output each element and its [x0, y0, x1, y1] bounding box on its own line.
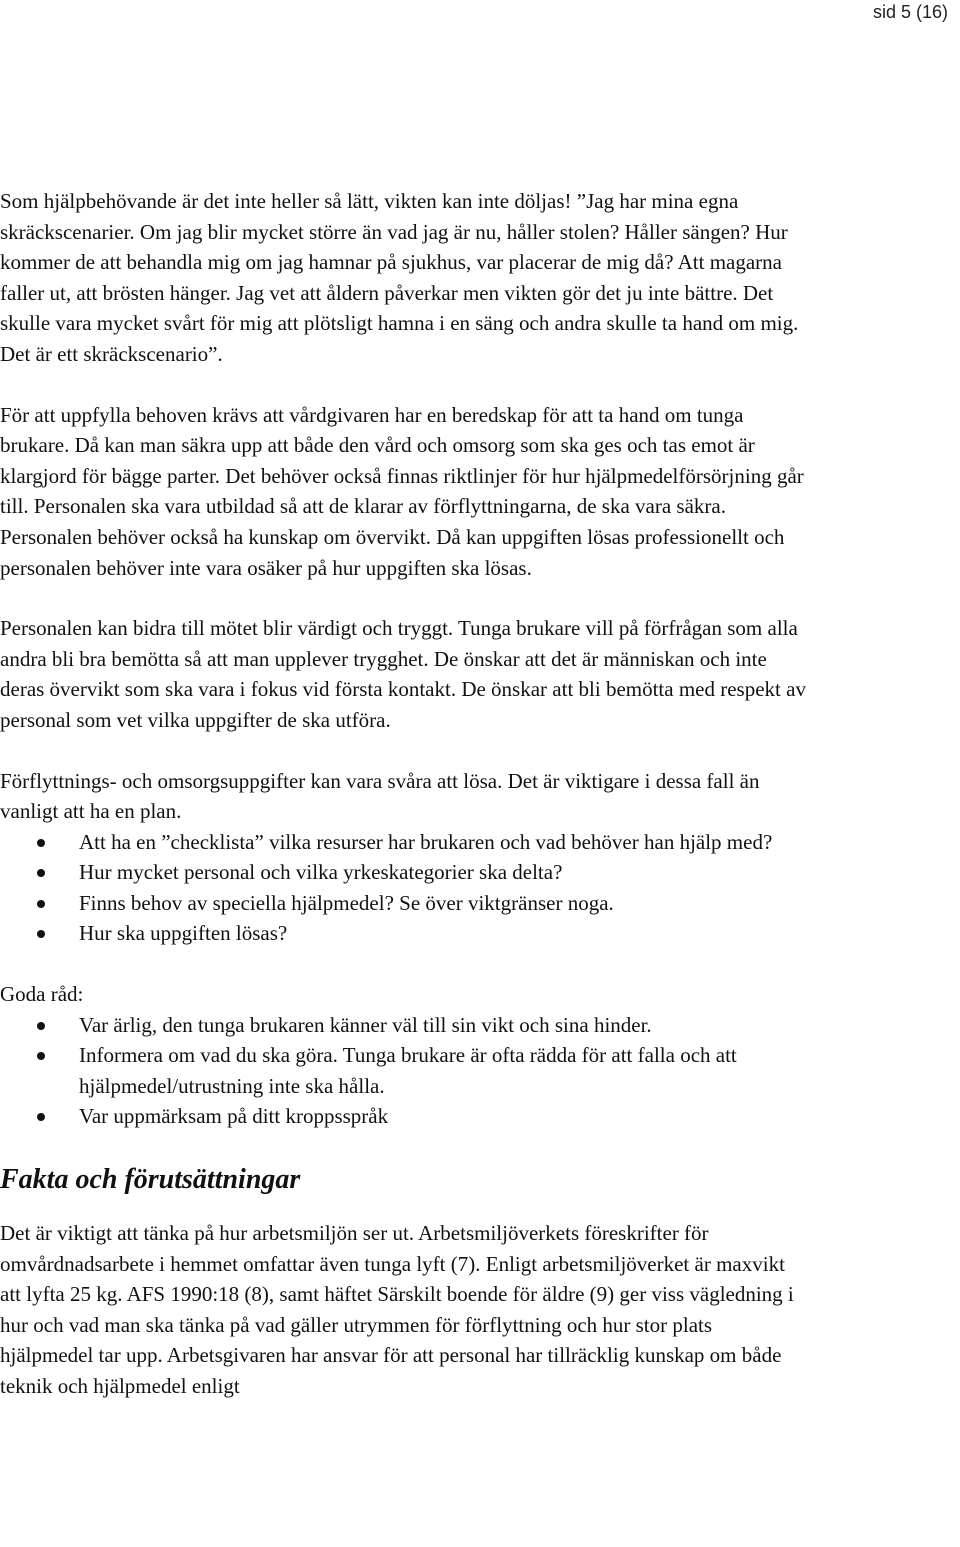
list-item — [0, 1010, 810, 1041]
list-item-text: Informera om vad du ska göra. Tunga brukare är ofta rädda för att falla och att hjälpmedel/utrustning inte ska hålla. — [79, 1043, 737, 1098]
paragraph-dignity: Personalen kan bidra till mötet blir värdigt och tryggt. Tunga brukare vill på förfrågan som alla andra bli bra bemötta så att man upplever trygghet. De önskar att det är människan och inte deras övervikt som ska vara i fokus vid första kontakt. De önskar att bli bemötta med respekt av personal som vet vilka uppgifter de ska utföra. — [0, 616, 806, 732]
plan-list — [0, 827, 810, 949]
list-item — [0, 1040, 810, 1101]
paragraph-planning: Förflyttnings- och omsorgsuppgifter kan vara svåra att lösa. Det är viktigare i dessa fall än vanligt att ha en plan. — [0, 768, 760, 824]
bullet-icon — [37, 839, 45, 847]
list-item-text: Var uppmärksam på ditt kroppsspråk — [79, 1104, 389, 1129]
paragraph-work-environment: Det är viktigt att tänka på hur arbetsmiljön ser ut. Arbetsmiljöverkets föreskrifter för omvårdnadsarbete i hemmet omfattar även tunga lyft (7). Enligt arbetsmiljöverket är maxvikt att lyfta 25 kg. AFS 1990:18 (8), samt häftet Särskilt boende för äldre (9) ger viss vägledning i hur och vad man ska tänka på vad gäller utrymmen för förflyttning och hur stor plats hjälpmedel tar upp. Arbetsgivaren har ansvar för att personal har tillräcklig kunskap om både teknik och hjälpmedel enligt — [0, 1221, 794, 1398]
paragraph-fears: Som hjälpbehövande är det inte heller så lätt, vikten kan inte döljas! ”Jag har mina egna skräckscenarier. Om jag blir mycket större än vad jag är nu, håller stolen? Håller sängen? Hur kommer de att behandla mig om jag hamnar på sjukhus, var placerar de mig då? Att magarna faller ut, att brösten hänger. Jag vet att åldern påverkar men vikten gör det ju inte bättre. Det skulle vara mycket svårt för mig att plötsligt hamna i en säng och andra skulle ta hand om mig. Det är ett skräckscenario”. — [0, 189, 799, 366]
page-number: sid 5 (16) — [872, 2, 948, 22]
advice-list — [0, 1010, 810, 1132]
list-item-text: Var ärlig, den tunga brukaren känner väl till sin vikt och sina hinder. — [79, 1012, 652, 1037]
bullet-icon — [37, 930, 45, 938]
section-heading: Fakta och förutsättningar — [0, 1164, 301, 1196]
paragraph-preparedness: För att uppfylla behoven krävs att vårdgivaren har en beredskap för att ta hand om tunga brukare. Då kan man säkra upp att både den vård och omsorg som ska ges och tas emot är klargjord för bägge parter. Det behöver också finnas riktlinjer för hur hjälpmedelförsörjning går till. Personalen ska vara utbildad så att de klarar av förflyttningarna, de ska vara säkra. Personalen behöver också ha kunskap om övervikt. Då kan uppgiften lösas professionellt och personalen behöver inte vara osäker på hur uppgiften ska lösas. — [0, 402, 804, 580]
document-body — [0, 186, 810, 1402]
bullet-icon — [37, 869, 45, 877]
bullet-icon — [37, 1052, 45, 1060]
bullet-icon — [37, 1022, 45, 1030]
bullet-icon — [37, 1113, 45, 1121]
list-item-text: Finns behov av speciella hjälpmedel? Se över viktgränser noga. — [79, 890, 614, 915]
list-item — [0, 1101, 810, 1132]
list-item-text: Att ha en ”checklista” vilka resurser har brukaren och vad behöver han hjälp med? — [79, 829, 773, 854]
list-item — [0, 857, 810, 888]
advice-label: Goda råd: — [0, 982, 84, 1007]
list-item — [0, 918, 810, 949]
list-item — [0, 888, 810, 919]
bullet-icon — [37, 900, 45, 908]
list-item — [0, 827, 810, 858]
list-item-text: Hur mycket personal och vilka yrkeskategorier ska delta? — [79, 860, 563, 885]
list-item-text: Hur ska uppgiften lösas? — [79, 921, 288, 946]
